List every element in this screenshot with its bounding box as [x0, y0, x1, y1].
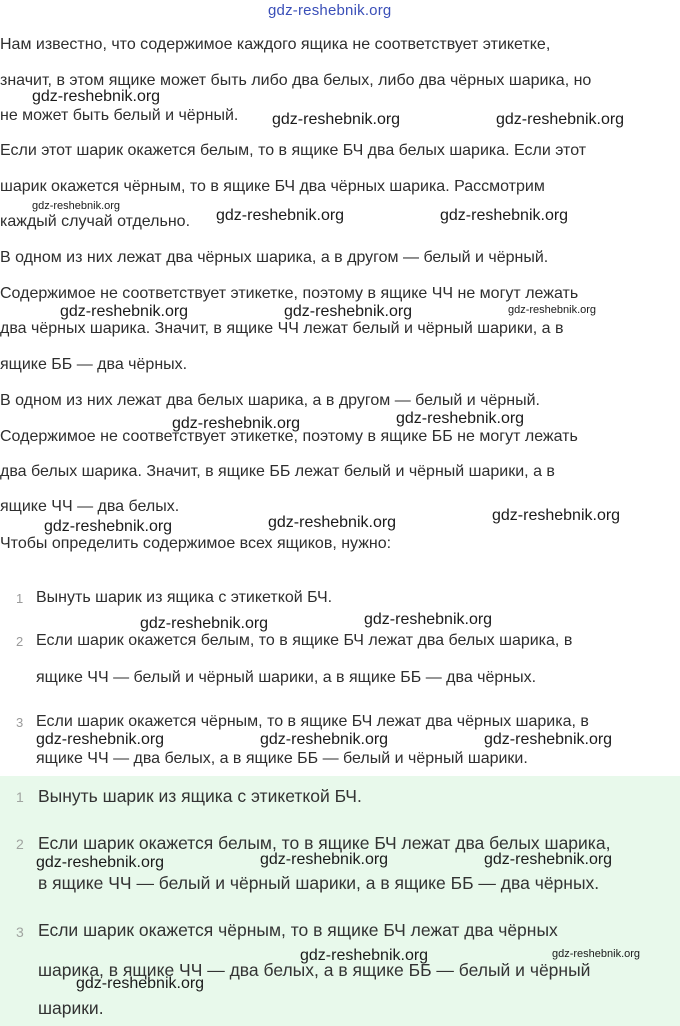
watermark: gdz-reshebnik.org: [396, 410, 525, 427]
watermark: gdz-reshebnik.org: [140, 615, 269, 632]
watermark: gdz-reshebnik.org: [32, 200, 121, 212]
answer-step-number: 1: [16, 789, 24, 805]
paragraph-line: каждый случай отдельно.: [0, 213, 191, 230]
step-number: 1: [16, 591, 24, 606]
watermark: gdz-reshebnik.org: [552, 948, 641, 960]
answer-step-number: 3: [16, 924, 24, 940]
answer-step-text: Вынуть шарик из ящика с этикеткой БЧ.: [38, 786, 362, 806]
answer-step-text: в ящике ЧЧ — белый и чёрный шарики, а в ящике ББ — два чёрных.: [38, 873, 600, 893]
watermark: gdz-reshebnik.org: [272, 111, 401, 128]
paragraph-line: Нам известно, что содержимое каждого ящика не соответствует этикетке,: [0, 36, 551, 53]
watermark: gdz-reshebnik.org: [496, 111, 625, 128]
paragraph-line: Содержимое не соответствует этикетке, поэтому в ящике ББ не могут лежать: [0, 428, 578, 445]
watermark: gdz-reshebnik.org: [268, 514, 397, 531]
paragraph-line: два белых шарика. Значит, в ящике ББ лежат белый и чёрный шарики, а в: [0, 463, 555, 480]
answer-step-number: 2: [16, 836, 24, 852]
watermark: gdz-reshebnik.org: [32, 88, 161, 105]
watermark: gdz-reshebnik.org: [172, 415, 301, 432]
watermark: gdz-reshebnik.org: [484, 851, 613, 868]
watermark: gdz-reshebnik.org: [300, 947, 429, 964]
paragraph-line: не может быть белый и чёрный.: [0, 107, 239, 124]
watermark: gdz-reshebnik.org: [60, 303, 189, 320]
watermark: gdz-reshebnik.org: [260, 851, 389, 868]
step-text: Вынуть шарик из ящика с этикеткой БЧ.: [36, 589, 333, 606]
watermark: gdz-reshebnik.org: [36, 731, 165, 748]
watermark: gdz-reshebnik.org: [492, 507, 621, 524]
step-text: Если шарик окажется чёрным, то в ящике БЧ лежат два чёрных шарика, в: [36, 713, 589, 730]
step-number: 3: [16, 715, 24, 730]
watermark: gdz-reshebnik.org: [260, 731, 389, 748]
watermark: gdz-reshebnik.org: [44, 518, 173, 535]
watermark: gdz-reshebnik.org: [36, 854, 165, 871]
watermark: gdz-reshebnik.org: [508, 304, 597, 316]
paragraph-line: значит, в этом ящике может быть либо два белых, либо два чёрных шарика, но: [0, 72, 592, 89]
site-header[interactable]: gdz-reshebnik.org: [268, 2, 392, 19]
watermark: gdz-reshebnik.org: [284, 303, 413, 320]
step-text: Если шарик окажется белым, то в ящике БЧ лежат два белых шарика, в: [36, 632, 573, 649]
step-number: 2: [16, 634, 24, 649]
paragraph-line: Чтобы определить содержимое всех ящиков, нужно:: [0, 535, 392, 552]
paragraph-line: В одном из них лежат два белых шарика, а в другом — белый и чёрный.: [0, 392, 540, 409]
watermark: gdz-reshebnik.org: [364, 611, 493, 628]
answer-step-text: шарика, в ящике ЧЧ — два белых, а в ящике ББ — белый и чёрный: [38, 960, 591, 980]
step-text: ящике ЧЧ — два белых, а в ящике ББ — белый и чёрный шарики.: [36, 750, 528, 767]
answer-step-text: Если шарик окажется белым, то в ящике БЧ лежат два белых шарика,: [38, 833, 611, 853]
paragraph-line: Если этот шарик окажется белым, то в ящике БЧ два белых шарика. Если этот: [0, 142, 587, 159]
paragraph-line: Содержимое не соответствует этикетке, поэтому в ящике ЧЧ не могут лежать: [0, 285, 579, 302]
watermark: gdz-reshebnik.org: [216, 207, 345, 224]
step-text: ящике ЧЧ — белый и чёрный шарики, а в ящике ББ — два чёрных.: [36, 669, 537, 686]
paragraph-line: ящике ББ — два чёрных.: [0, 356, 188, 373]
watermark: gdz-reshebnik.org: [484, 731, 613, 748]
paragraph-line: шарик окажется чёрным, то в ящике БЧ два чёрных шарика. Рассмотрим: [0, 178, 545, 195]
answer-step-text: Если шарик окажется чёрным, то в ящике БЧ лежат два чёрных: [38, 920, 558, 940]
watermark: gdz-reshebnik.org: [440, 207, 569, 224]
paragraph-line: В одном из них лежат два чёрных шарика, а в другом — белый и чёрный.: [0, 249, 549, 266]
paragraph-line: два чёрных шарика. Значит, в ящике ЧЧ лежат белый и чёрный шарики, а в: [0, 320, 564, 337]
watermark: gdz-reshebnik.org: [76, 975, 205, 992]
answer-step-text: шарики.: [38, 998, 104, 1018]
paragraph-line: ящике ЧЧ — два белых.: [0, 498, 180, 515]
